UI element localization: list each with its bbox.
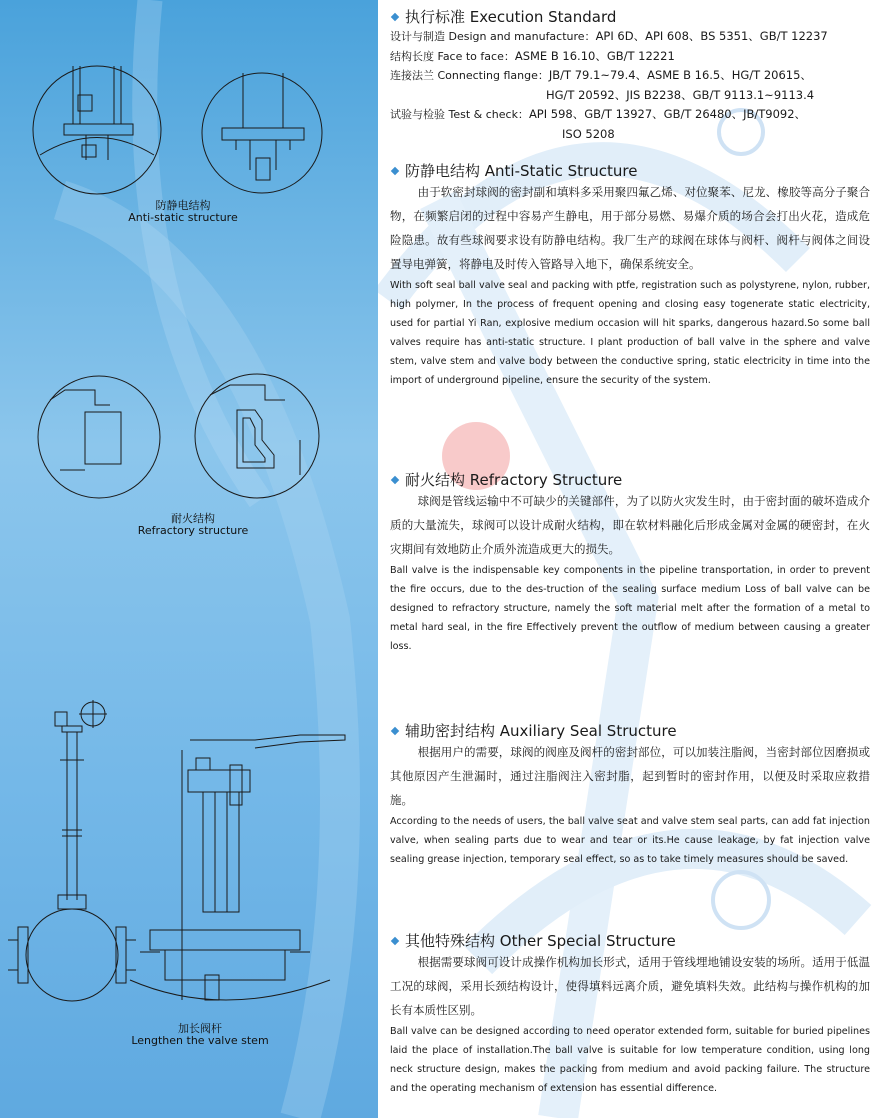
lengthen-valve-left [8,700,136,1001]
diamond-bullet-icon [391,475,399,483]
diamond-bullet-icon [391,936,399,944]
illustration-panel [0,0,378,1118]
refractory-caption-en: Refractory structure [137,524,249,537]
anti-static-caption [53,200,313,224]
other-en-text: Ball valve can be designed according to need operator extended form, suitable for buried pipelines laid the place of installation.The ball valve is suitable for low temperature condition, using long neck structure design, makes the packing from medium and avoid packing failure. The structure and the operating mechanism of extension has essential difference. [390,1026,870,1094]
section-execution-standard [390,8,870,144]
section-title: 辅助密封结构 Auxiliary Seal Structure [390,722,870,740]
other-cn-text: 根据需要球阀可设计成操作机构加长形式，适用于管线埋地铺设安装的场所。适用于低温工况的球阀，采用长颈结构设计，使得填料远离介质，避免填料失效。此结构与操作机构的加长有本质性区别。 [390,955,870,1017]
standard-line-face: 结构长度 Face to face：ASME B 16.10、GB/T 12221 [390,48,675,63]
standard-line-test: 试验与检验 Test & check：API 598、GB/T 13927、GB/T 26480、JB/T9092、 [390,107,807,121]
lengthen-caption-en: Lengthen the valve stem [131,1034,269,1047]
section-title: 其他特殊结构 Other Special Structure [390,932,870,950]
anti-static-cn-text: 由于软密封球阀的密封副和填料多采用聚四氟乙烯、对位聚苯、尼龙、橡胶等高分子聚合物，在频繁启闭的过程中容易产生静电，用于部分易燃、易爆介质的场合会打出火花，造成危险隐患。故有些球阀要求设有防静电结构。我厂生产的球阀在球体与阀杆、阀杆与阀体之间设置导电弹簧，将静电及时传入管路导入地下，确保系统安全。 [390,185,870,271]
section-title: 防静电结构 Anti-Static Structure [390,162,870,180]
section-other-special [390,932,870,1098]
section-anti-static [390,162,870,390]
anti-static-caption-cn: 防静电结构 [155,199,211,212]
anti-static-en-text: With soft seal ball valve seal and packing with ptfe, registration such as polystyrene, nylon, rubber, high polymer, In the process of frequent opening and closing easy togenerate static electricity, used for partial Yi Ran, explosive medium occasion will hit sparks, dangerous hazard.So some ball valves require has anti-static structure. I plant production of ball valve in the sphere and valve stem, valve stem and valve body between the conductive spring, static electricity in time into the import of underground pipeline, ensure the security of the system. [390,280,870,386]
diamond-bullet-icon [391,166,399,174]
text-column [378,0,885,1118]
auxiliary-en-text: According to the needs of users, the ball valve seat and valve stem seal parts, can add fat injection valve, when sealing parts due to wear and tear or its.He cause leakage, by fat injection valve sealing grease injection, temporary seal effect, so as to take timely measures should be saved. [390,816,870,865]
section-refractory [390,471,870,656]
registered-mark-bottom [713,872,769,928]
lengthen-caption [70,1023,330,1047]
refractory-en-text: Ball valve is the indispensable key components in the pipeline transportation, in order to prevent the fire occurs, due to the des-truction of the sealing surface medium Loss of ball valve can be designed to refractory structure, namely the soft material melt after the formation of a metal to metal hard seal, in the fire Effectively prevent the outflow of medium between causing a greater loss. [390,565,870,652]
section-title: 执行标准 Execution Standard [390,8,870,26]
section-title: 耐火结构 Refractory Structure [390,471,870,489]
anti-static-detail-right [202,73,322,193]
standard-line-design: 设计与制造 Design and manufacture：API 6D、API 608、BS 5351、GB/T 12237 [390,29,828,43]
refractory-cn-text: 球阀是管线运输中不可缺少的关键部件，为了以防火灾发生时，由于密封面的破坏造成介质的大量流失，球阀可以设计成耐火结构，即在软材料融化后形成金属对金属的硬密封，在火灾期间有效地防止介质外流造成更大的损失。 [390,494,870,556]
auxiliary-cn-text: 根据用户的需要，球阀的阀座及阀杆的密封部位，可以加装注脂阀，当密封部位因磨损或其他原因产生泄漏时，通过注脂阀注入密封脂，起到暂时的密封作用，以便及时采取应救措施。 [390,745,870,807]
standard-line-flange: 连接法兰 Connecting flange：JB/T 79.1~79.4、ASME B 16.5、HG/T 20615、 [390,68,812,82]
refractory-caption [63,513,323,537]
standard-line-test-cont: ISO 5208 [562,126,615,141]
lengthen-caption-cn: 加长阀杆 [178,1022,222,1035]
standard-line-flange-cont: HG/T 20592、JIS B2238、GB/T 9113.1~9113.4 [546,87,815,102]
diamond-bullet-icon [391,726,399,734]
diamond-bullet-icon [391,12,399,20]
anti-static-caption-en: Anti-static structure [128,211,238,224]
section-auxiliary-seal [390,722,870,869]
refractory-detail-left [38,376,160,498]
technical-drawings [0,0,378,1118]
refractory-caption-cn: 耐火结构 [171,512,215,525]
